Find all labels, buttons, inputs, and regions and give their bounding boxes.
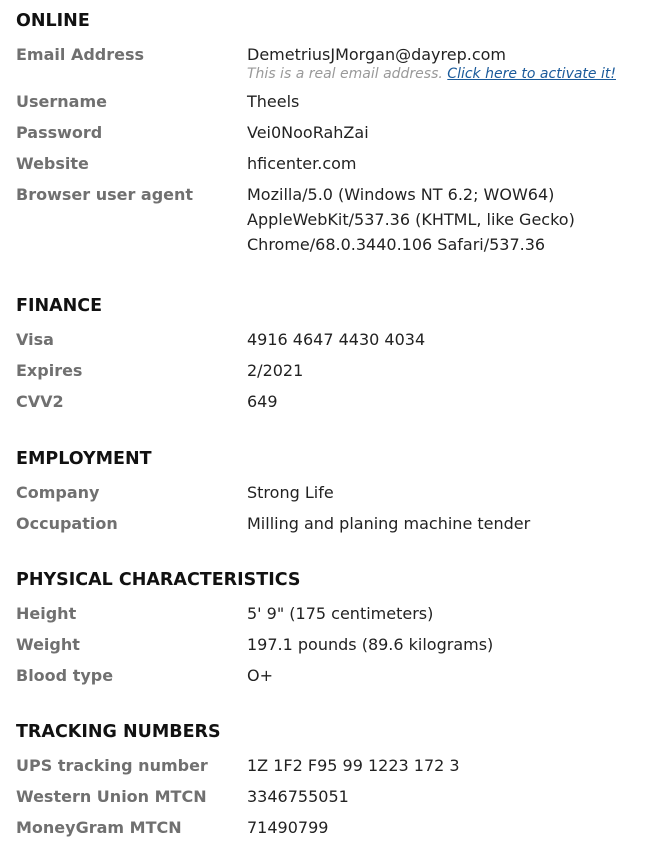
- section-title-finance: FINANCE: [16, 296, 103, 316]
- expires-label: Expires: [16, 361, 83, 380]
- useragent-value: [247, 182, 575, 257]
- email-label: Email Address: [16, 45, 145, 64]
- useragent-line: AppleWebKit/537.36 (KHTML, like Gecko): [247, 210, 575, 229]
- username-value: Theels: [247, 92, 300, 111]
- section-tracking: [16, 719, 641, 840]
- height-label: Height: [16, 604, 77, 623]
- useragent-line: Chrome/68.0.3440.106 Safari/537.36: [247, 235, 546, 254]
- cvv-label: CVV2: [16, 392, 64, 411]
- row-height: [16, 601, 641, 626]
- section-online: [16, 8, 641, 257]
- row-username: [16, 89, 641, 114]
- email-note-text: This is a real email address.: [247, 66, 443, 82]
- expires-value: 2/2021: [247, 361, 304, 380]
- row-blood: [16, 663, 641, 688]
- company-value: Strong Life: [247, 483, 334, 502]
- row-useragent: [16, 182, 641, 257]
- moneygram-label: MoneyGram MTCN: [16, 818, 182, 837]
- occupation-label: Occupation: [16, 514, 118, 533]
- visa-label: Visa: [16, 330, 54, 349]
- row-weight: [16, 632, 641, 657]
- section-title-online: ONLINE: [16, 11, 90, 31]
- ups-value: 1Z 1F2 F95 99 1223 172 3: [247, 756, 460, 775]
- section-finance: [16, 293, 641, 414]
- row-company: [16, 480, 641, 505]
- password-label: Password: [16, 123, 103, 142]
- western-union-value: 3346755051: [247, 787, 349, 806]
- row-moneygram: [16, 815, 641, 840]
- row-western-union: [16, 784, 641, 809]
- section-employment: [16, 446, 641, 536]
- email-value: DemetriusJMorgan@dayrep.com: [247, 45, 506, 64]
- row-website: [16, 151, 641, 176]
- ups-label: UPS tracking number: [16, 756, 208, 775]
- weight-value: 197.1 pounds (89.6 kilograms): [247, 635, 494, 654]
- row-email: [16, 42, 641, 83]
- occupation-value: Milling and planing machine tender: [247, 514, 531, 533]
- row-password: [16, 120, 641, 145]
- activate-email-link[interactable]: Click here to activate it!: [447, 66, 616, 82]
- email-note: [247, 65, 616, 83]
- section-title-physical: PHYSICAL CHARACTERISTICS: [16, 570, 301, 590]
- company-label: Company: [16, 483, 100, 502]
- row-occupation: [16, 511, 641, 536]
- section-title-tracking: TRACKING NUMBERS: [16, 722, 221, 742]
- height-value: 5' 9" (175 centimeters): [247, 604, 434, 623]
- moneygram-value: 71490799: [247, 818, 329, 837]
- visa-value: 4916 4647 4430 4034: [247, 330, 426, 349]
- username-label: Username: [16, 92, 107, 111]
- blood-value: O+: [247, 666, 273, 685]
- cvv-value: 649: [247, 392, 278, 411]
- row-ups: [16, 753, 641, 778]
- blood-label: Blood type: [16, 666, 114, 685]
- password-value: Vei0NooRahZai: [247, 123, 369, 142]
- weight-label: Weight: [16, 635, 80, 654]
- row-cvv: [16, 389, 641, 414]
- western-union-label: Western Union MTCN: [16, 787, 207, 806]
- website-label: Website: [16, 154, 89, 173]
- section-physical: [16, 567, 641, 688]
- row-visa: [16, 327, 641, 352]
- useragent-line: Mozilla/5.0 (Windows NT 6.2; WOW64): [247, 185, 555, 204]
- section-title-employment: EMPLOYMENT: [16, 449, 152, 469]
- useragent-label: Browser user agent: [16, 185, 194, 204]
- website-value: hficenter.com: [247, 154, 357, 173]
- email-block: [247, 42, 616, 83]
- row-expires: [16, 358, 641, 383]
